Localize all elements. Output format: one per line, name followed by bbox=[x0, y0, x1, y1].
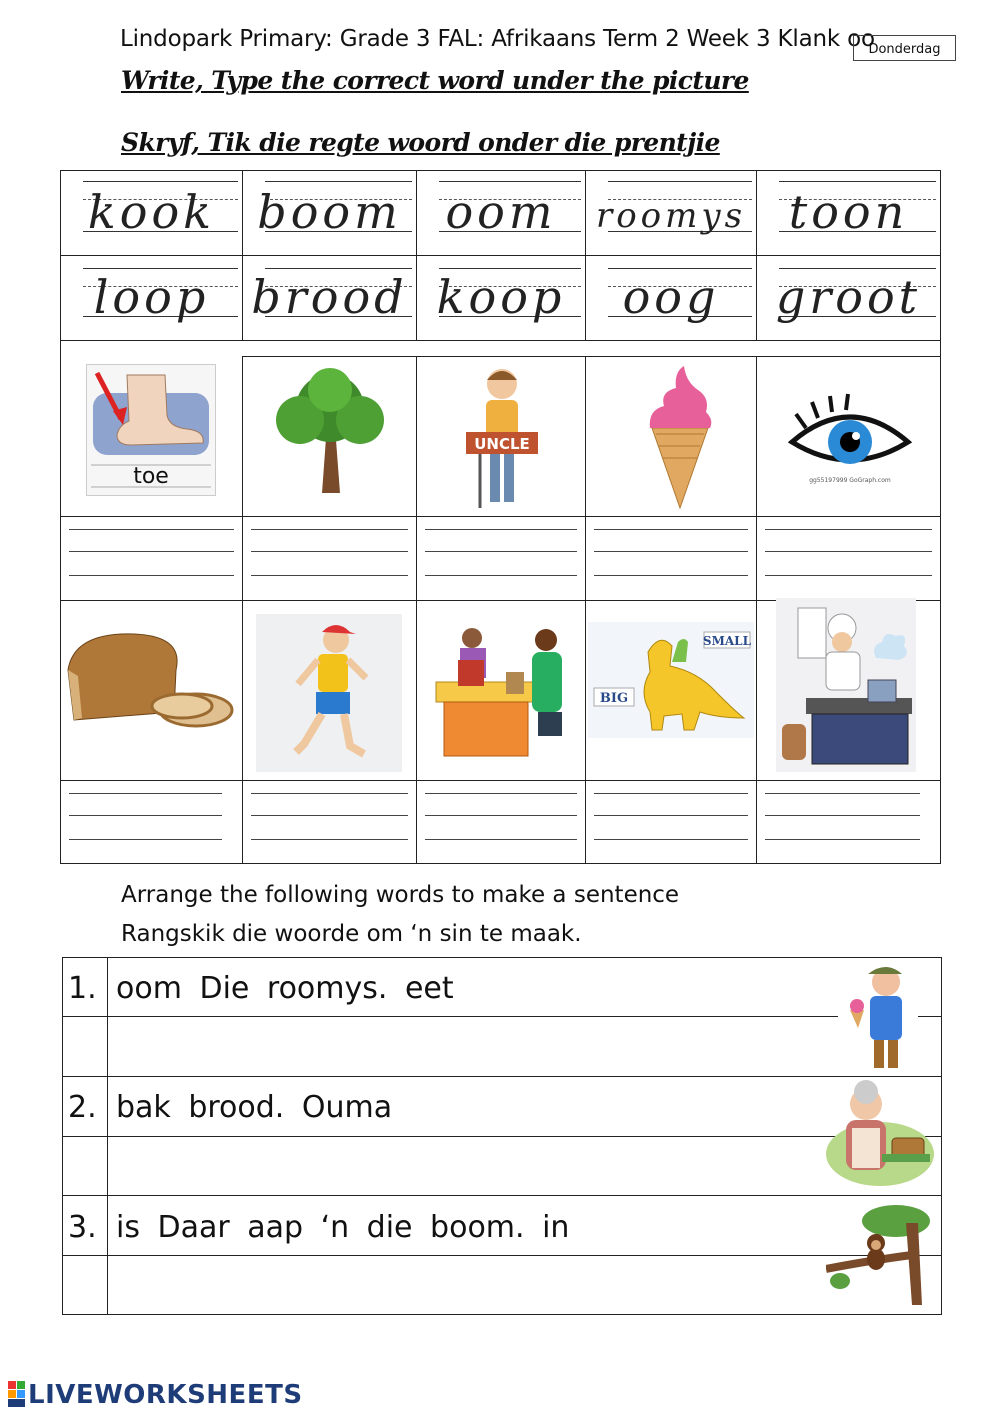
bread-picture bbox=[64, 626, 236, 730]
grandpa-icecream-picture bbox=[838, 962, 918, 1072]
monkey-tree-picture bbox=[826, 1203, 934, 1307]
arrange-english: Arrange the following words to make a sentence bbox=[121, 882, 680, 908]
word-groot: groot bbox=[775, 270, 922, 324]
sentence-words: bak brood. Ouma bbox=[116, 1090, 393, 1125]
word-cell bbox=[585, 255, 757, 341]
sentence-number: 3. bbox=[68, 1210, 97, 1245]
liveworksheets-icon bbox=[8, 1381, 26, 1407]
tree-picture bbox=[270, 368, 390, 498]
word-cell bbox=[585, 170, 757, 256]
worksheet-title: Lindopark Primary: Grade 3 FAL: Afrikaans Term 2 Week 3 Klank oo bbox=[120, 26, 875, 52]
sentence-words: is Daar aap ‘n die boom. in bbox=[116, 1210, 570, 1245]
icecream-picture bbox=[640, 362, 720, 512]
day-box: Donderdag bbox=[853, 35, 956, 61]
small-label: SMALL bbox=[702, 634, 752, 648]
answer-cell[interactable] bbox=[585, 780, 757, 864]
toe-label: toe bbox=[133, 464, 169, 489]
big-label: BIG bbox=[599, 691, 629, 706]
liveworksheets-logo bbox=[8, 1380, 303, 1410]
word-brood: brood bbox=[251, 270, 408, 324]
word-oog: oog bbox=[622, 270, 720, 324]
word-cell bbox=[756, 255, 941, 341]
answer-cell[interactable] bbox=[416, 516, 586, 601]
sentence-number: 2. bbox=[68, 1090, 97, 1125]
answer-cell[interactable] bbox=[416, 780, 586, 864]
toe-picture bbox=[86, 364, 216, 496]
answer-cell[interactable] bbox=[242, 780, 417, 864]
word-koop: koop bbox=[436, 270, 566, 324]
shop-picture bbox=[432, 620, 574, 760]
word-boom: boom bbox=[257, 185, 402, 239]
instruction-english: Write, Type the correct word under the picture bbox=[121, 66, 749, 95]
arrange-afrikaans: Rangskik die woorde om ‘n sin te maak. bbox=[121, 921, 582, 947]
eye-caption: gg55197999 GoGraph.com bbox=[809, 477, 891, 484]
sentence-answer-field[interactable] bbox=[112, 1018, 832, 1074]
footer-brand: LIVEWORKSHEETS bbox=[28, 1380, 303, 1410]
sentence-answer-field[interactable] bbox=[112, 1138, 812, 1193]
word-toon: toon bbox=[788, 185, 909, 239]
sentence-words: oom Die roomys. eet bbox=[116, 971, 454, 1006]
word-cell bbox=[60, 255, 243, 341]
eye-picture bbox=[786, 392, 914, 484]
sentence-answer-field[interactable] bbox=[112, 1257, 822, 1313]
dinosaur-picture bbox=[588, 622, 754, 738]
answer-cell[interactable] bbox=[756, 516, 941, 601]
word-kook: kook bbox=[87, 185, 216, 239]
word-roomys: roomys bbox=[595, 196, 747, 236]
sentence-number: 1. bbox=[68, 971, 97, 1006]
uncle-label: UNCLE bbox=[474, 435, 530, 453]
instruction-afrikaans: Skryf, Tik die regte woord onder die prentjie bbox=[121, 128, 720, 157]
answer-cell[interactable] bbox=[585, 516, 757, 601]
answer-cell[interactable] bbox=[60, 516, 243, 601]
grandma-baking-picture bbox=[822, 1080, 936, 1190]
word-cell bbox=[242, 170, 417, 256]
answer-cell[interactable] bbox=[756, 780, 941, 864]
word-cell bbox=[60, 170, 243, 256]
walking-boy-picture bbox=[256, 614, 402, 772]
word-cell bbox=[416, 170, 586, 256]
word-cell bbox=[242, 255, 417, 341]
chef-picture bbox=[776, 598, 916, 772]
word-oom: oom bbox=[445, 185, 557, 239]
word-cell bbox=[416, 255, 586, 341]
word-cell bbox=[756, 170, 941, 256]
word-loop: loop bbox=[93, 270, 210, 324]
uncle-picture bbox=[462, 362, 542, 512]
answer-cell[interactable] bbox=[60, 780, 243, 864]
answer-cell[interactable] bbox=[242, 516, 417, 601]
